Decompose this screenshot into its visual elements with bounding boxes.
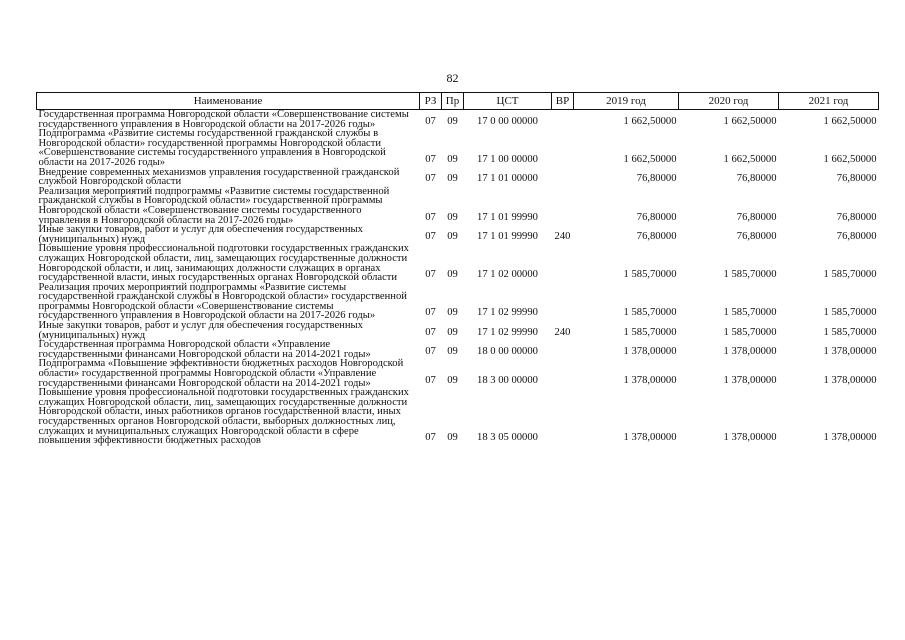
row-pr: 09 [447,374,458,386]
table-row [37,340,879,359]
row-name: Иные закупки товаров, работ и услуг для обеспечения государственных (муниципальных) нужд [38,320,363,341]
row-vr [552,110,574,130]
row-rz: 07 [425,326,436,338]
row-2021: 1 378,00000 [823,374,877,386]
row-vr [552,359,574,388]
row-2019: 1 585,70000 [623,326,677,338]
row-2019: 76,80000 [636,173,677,185]
row-vr [552,244,574,282]
row-name: Подпрограмма «Повышение эффективности бюджетных расходов Новгородской области» государственной программы Новгородской области «Управление государственными финансами Новгородской области на 2014-2021 годы» [38,358,404,389]
row-cst: 17 1 01 99990 [477,211,538,223]
row-2021: 76,80000 [836,211,877,223]
row-rz: 07 [425,115,436,127]
row-vr [552,388,574,446]
row-cst: 17 1 01 00000 [477,173,538,185]
row-name: Иные закупки товаров, работ и услуг для обеспечения государственных (муниципальных) нужд [38,224,363,245]
row-2019: 76,80000 [636,230,677,242]
row-vr [552,187,574,225]
row-name: Государственная программа Новгородской области «Управление государственными финансами Новгородской области на 2014-2021 годы» [38,339,371,360]
table-row [37,321,879,340]
row-vr: 240 [554,230,571,242]
row-rz: 07 [425,173,436,185]
page-number: 82 [446,71,459,85]
row-2020: 1 585,70000 [723,326,777,338]
row-2019: 1 378,00000 [623,432,677,444]
header-2020: 2020 год [679,93,779,110]
row-pr: 09 [447,173,458,185]
row-name: Повышение уровня профессиональной подготовки государственных гражданских служащих Новгородской области, лиц, замещающих государственные должности Новгородской области, и лиц, занимающих должности служащих в органах государственной власти, иных государственных органах Новгородской области [38,243,409,284]
header-2019: 2019 год [574,93,679,110]
table-row [37,168,879,187]
row-vr [552,168,574,187]
row-2021: 1 585,70000 [823,326,877,338]
row-pr: 09 [447,345,458,357]
row-cst: 17 1 00 00000 [477,153,538,165]
table-row [37,225,879,244]
row-pr: 09 [447,230,458,242]
row-2019: 1 378,00000 [623,374,677,386]
row-rz: 07 [425,211,436,223]
table-row [37,283,879,321]
row-2020: 1 378,00000 [723,374,777,386]
row-2020: 76,80000 [736,173,777,185]
row-rz: 07 [425,230,436,242]
table-row [37,388,879,446]
table-header [37,93,879,110]
row-rz: 07 [425,307,436,319]
row-rz: 07 [425,432,436,444]
row-2020: 1 378,00000 [723,432,777,444]
row-vr: 240 [554,326,571,338]
row-name: Реализация мероприятий подпрограммы «Развитие системы государственной гражданской службы в Новгородской области» государственной программы Новгородской области «Совершенствование системы государственного управления в Новгородской области на 2017-2026 годы» [38,185,390,226]
row-vr [552,340,574,359]
row-2020: 1 378,00000 [723,345,777,357]
row-cst: 17 1 01 99990 [477,230,538,242]
row-2020: 1 662,50000 [723,153,777,165]
table-body [37,110,879,446]
row-2020: 76,80000 [736,211,777,223]
row-2020: 1 662,50000 [723,115,777,127]
row-2020: 1 585,70000 [723,269,777,281]
row-rz: 07 [425,345,436,357]
row-2021: 1 662,50000 [823,115,877,127]
table-row [37,359,879,388]
row-cst: 17 1 02 99990 [477,307,538,319]
row-name: Внедрение современных механизмов управления государственной гражданской службой Новгородской области [38,166,400,188]
row-name: Подпрограмма «Развитие системы государственной гражданской службы в Новгородской области» государственной программы Новгородской области «Совершенствование системы государственного управления в Новгородской области на 2017-2026 годы» [38,128,386,168]
row-cst: 18 3 00 00000 [477,374,538,386]
table-row [37,129,879,167]
row-2019: 1 585,70000 [623,307,677,319]
row-name: Государственная программа Новгородской области «Совершенствование системы государственного управления в Новгородской области на 2017-2026 годы» [38,109,409,130]
row-rz: 07 [425,153,436,165]
row-pr: 09 [447,432,458,444]
table-row [37,187,879,225]
budget-table [36,92,879,446]
row-pr: 09 [447,326,458,338]
row-2021: 1 662,50000 [823,153,877,165]
row-cst: 17 1 02 00000 [477,269,538,281]
row-pr: 09 [447,269,458,281]
row-cst: 17 1 02 99990 [477,326,538,338]
row-2021: 1 378,00000 [823,432,877,444]
row-2019: 1 662,50000 [623,153,677,165]
table-row [37,244,879,282]
row-2019: 76,80000 [636,211,677,223]
row-vr [552,283,574,321]
row-name: Повышение уровня профессиональной подготовки государственных гражданских служащих Новгородской области, лиц, замещающих государственные должности Новгородской области, иных работников органов государственной власти, иных государственных органов Новгородской области, выборных должностных лиц, служащих и муниципальных служащих Новгородской области в сфере повышения эффективности бюджетных расходов [38,387,409,447]
row-2019: 1 662,50000 [623,115,677,127]
row-pr: 09 [447,211,458,223]
row-vr [552,129,574,167]
row-2019: 1 585,70000 [623,269,677,281]
row-pr: 09 [447,153,458,165]
header-vr: ВР [552,93,574,110]
row-2019: 1 378,00000 [623,345,677,357]
header-cst: ЦСТ [464,93,552,110]
row-2020: 76,80000 [736,230,777,242]
row-name: Реализация прочих мероприятий подпрограммы «Развитие системы государственной гражданской службы в Новгородской области» государственной программы Новгородской области «Совершенствование системы государственного управления в Новгородской области на 2017-2026 годы» [38,281,407,322]
row-cst: 17 0 00 00000 [477,115,538,127]
row-2021: 1 585,70000 [823,269,877,281]
header-2021: 2021 год [779,93,879,110]
header-pr: Пр [442,93,464,110]
row-2021: 1 585,70000 [823,307,877,319]
row-2021: 76,80000 [836,230,877,242]
row-cst: 18 3 05 00000 [477,432,538,444]
row-2021: 1 378,00000 [823,345,877,357]
row-rz: 07 [425,269,436,281]
row-pr: 09 [447,115,458,127]
row-2021: 76,80000 [836,173,877,185]
table-row [37,110,879,130]
row-pr: 09 [447,307,458,319]
header-name: Наименование [37,93,420,110]
header-rz: РЗ [420,93,442,110]
row-2020: 1 585,70000 [723,307,777,319]
row-cst: 18 0 00 00000 [477,345,538,357]
row-rz: 07 [425,374,436,386]
